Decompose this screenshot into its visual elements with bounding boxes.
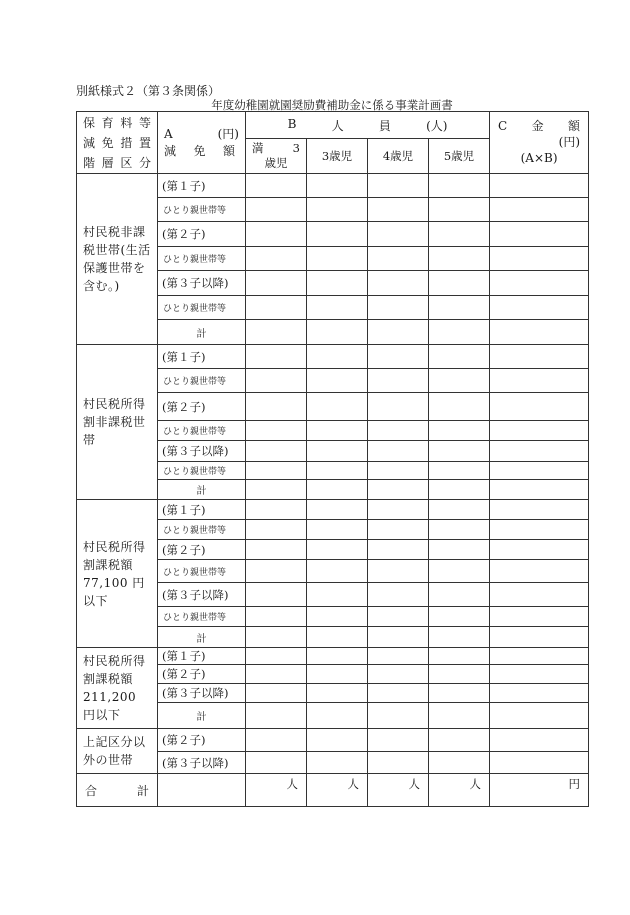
header-age-under3 bbox=[246, 139, 307, 174]
total-label-char: 計 bbox=[136, 783, 149, 798]
form-title: 年度幼稚園就園奨励費補助金に係る事業計画書 bbox=[211, 98, 453, 112]
header-a-reduction bbox=[158, 112, 246, 174]
entry-cell[interactable] bbox=[429, 320, 490, 345]
entry-cell[interactable] bbox=[429, 222, 490, 247]
subtotal-label: 計 bbox=[158, 320, 246, 345]
entry-cell[interactable] bbox=[490, 421, 589, 441]
entry-cell[interactable] bbox=[246, 540, 307, 560]
entry-cell[interactable] bbox=[368, 296, 429, 320]
entry-cell[interactable] bbox=[429, 583, 490, 607]
entry-cell[interactable] bbox=[246, 345, 307, 369]
child-order-label: (第３子以降) bbox=[158, 684, 246, 703]
entry-cell[interactable] bbox=[307, 320, 368, 345]
entry-cell[interactable] bbox=[368, 222, 429, 247]
entry-cell[interactable] bbox=[246, 320, 307, 345]
entry-cell[interactable] bbox=[429, 271, 490, 296]
entry-cell[interactable] bbox=[246, 198, 307, 222]
entry-cell[interactable] bbox=[368, 369, 429, 393]
entry-cell[interactable] bbox=[429, 684, 490, 703]
entry-cell[interactable] bbox=[307, 607, 368, 627]
entry-cell[interactable] bbox=[246, 462, 307, 480]
entry-cell[interactable] bbox=[368, 607, 429, 627]
header-c-part: 金 bbox=[531, 119, 544, 133]
entry-cell[interactable] bbox=[246, 583, 307, 607]
subtotal-label: 計 bbox=[158, 480, 246, 500]
entry-cell[interactable] bbox=[368, 320, 429, 345]
entry-cell[interactable] bbox=[307, 665, 368, 684]
child-order-label: ひとり親世帯等 bbox=[158, 369, 246, 393]
child-order-label: ひとり親世帯等 bbox=[158, 296, 246, 320]
plan-table bbox=[76, 111, 589, 807]
entry-cell[interactable] bbox=[429, 462, 490, 480]
child-order-label: (第２子) bbox=[158, 393, 246, 421]
header-age-3: 3歳児 bbox=[307, 139, 368, 174]
entry-cell[interactable] bbox=[246, 480, 307, 500]
subtotal-label: 計 bbox=[158, 627, 246, 648]
entry-cell[interactable] bbox=[246, 441, 307, 462]
entry-cell[interactable] bbox=[429, 627, 490, 648]
header-age-5: 5歳児 bbox=[429, 139, 490, 174]
header-category-line: 減免措置 bbox=[83, 135, 151, 150]
entry-cell[interactable] bbox=[307, 441, 368, 462]
entry-cell[interactable] bbox=[307, 222, 368, 247]
entry-cell[interactable] bbox=[307, 703, 368, 729]
header-a-letter: A bbox=[164, 126, 173, 141]
entry-cell[interactable] bbox=[307, 729, 368, 752]
entry-cell[interactable] bbox=[246, 665, 307, 684]
entry-cell[interactable] bbox=[246, 247, 307, 271]
entry-cell[interactable] bbox=[490, 320, 589, 345]
entry-cell[interactable] bbox=[490, 500, 589, 520]
entry-cell[interactable] bbox=[368, 271, 429, 296]
table-row bbox=[77, 729, 589, 752]
table-row bbox=[77, 174, 589, 198]
entry-cell[interactable] bbox=[246, 520, 307, 540]
header-row-1 bbox=[77, 112, 589, 139]
entry-cell[interactable] bbox=[246, 703, 307, 729]
header-b-persons bbox=[246, 112, 490, 139]
category-cell: 村民税所得割課税額77,100 円以下 bbox=[77, 500, 158, 648]
entry-cell[interactable] bbox=[368, 560, 429, 583]
entry-cell[interactable] bbox=[246, 627, 307, 648]
entry-cell[interactable] bbox=[490, 540, 589, 560]
entry-cell[interactable] bbox=[368, 421, 429, 441]
entry-cell[interactable] bbox=[490, 462, 589, 480]
entry-cell[interactable] bbox=[429, 607, 490, 627]
entry-cell[interactable] bbox=[429, 560, 490, 583]
entry-cell[interactable] bbox=[429, 198, 490, 222]
entry-cell[interactable] bbox=[246, 222, 307, 247]
child-order-label: ひとり親世帯等 bbox=[158, 421, 246, 441]
entry-cell[interactable] bbox=[246, 648, 307, 665]
entry-cell[interactable] bbox=[307, 462, 368, 480]
entry-cell[interactable] bbox=[307, 421, 368, 441]
category-cell: 村民税所得割課税額211,200 円以下 bbox=[77, 648, 158, 729]
entry-cell[interactable] bbox=[429, 752, 490, 774]
child-order-label: (第３子以降) bbox=[158, 583, 246, 607]
table-row bbox=[77, 500, 589, 520]
entry-cell[interactable] bbox=[429, 665, 490, 684]
total-amount-cell[interactable]: 円 bbox=[490, 774, 589, 807]
header-age-4: 4歳児 bbox=[368, 139, 429, 174]
entry-cell[interactable] bbox=[490, 369, 589, 393]
form-label: 別紙様式２（第３条関係） bbox=[76, 84, 221, 98]
total-label-char: 合 bbox=[85, 783, 98, 798]
entry-cell[interactable] bbox=[490, 520, 589, 540]
entry-cell[interactable] bbox=[307, 627, 368, 648]
entry-cell[interactable] bbox=[490, 560, 589, 583]
entry-cell[interactable] bbox=[429, 729, 490, 752]
header-b-part: B bbox=[287, 116, 297, 131]
child-order-label: ひとり親世帯等 bbox=[158, 247, 246, 271]
header-category-line: 階層区分 bbox=[83, 155, 151, 170]
entry-cell[interactable] bbox=[307, 560, 368, 583]
entry-cell[interactable] bbox=[429, 540, 490, 560]
entry-cell[interactable] bbox=[307, 648, 368, 665]
entry-cell[interactable] bbox=[307, 752, 368, 774]
total-people-cell[interactable]: 人 bbox=[246, 774, 307, 807]
total-people-cell[interactable]: 人 bbox=[429, 774, 490, 807]
header-b-part: (人) bbox=[426, 118, 448, 133]
header-a-char: 額 bbox=[222, 143, 235, 158]
entry-cell[interactable] bbox=[490, 441, 589, 462]
child-order-label: ひとり親世帯等 bbox=[158, 560, 246, 583]
category-cell: 上記区分以外の世帯 bbox=[77, 729, 158, 774]
entry-cell[interactable] bbox=[429, 296, 490, 320]
entry-cell[interactable] bbox=[368, 540, 429, 560]
header-c-formula: (A×B) bbox=[520, 151, 558, 165]
entry-cell[interactable] bbox=[490, 247, 589, 271]
entry-cell[interactable] bbox=[490, 648, 589, 665]
header-c-amount bbox=[490, 112, 589, 174]
entry-cell[interactable] bbox=[490, 752, 589, 774]
entry-cell[interactable] bbox=[368, 627, 429, 648]
child-order-label: (第３子以降) bbox=[158, 271, 246, 296]
entry-cell[interactable] bbox=[307, 480, 368, 500]
header-c-part: 額 bbox=[568, 119, 581, 133]
entry-cell[interactable] bbox=[307, 271, 368, 296]
entry-cell[interactable] bbox=[307, 247, 368, 271]
child-order-label: ひとり親世帯等 bbox=[158, 520, 246, 540]
entry-cell[interactable] bbox=[307, 520, 368, 540]
entry-cell[interactable] bbox=[368, 752, 429, 774]
entry-cell[interactable] bbox=[429, 345, 490, 369]
entry-cell[interactable] bbox=[246, 369, 307, 393]
entry-cell[interactable] bbox=[307, 540, 368, 560]
header-category bbox=[77, 112, 158, 174]
entry-cell[interactable] bbox=[307, 369, 368, 393]
entry-cell[interactable] bbox=[307, 296, 368, 320]
entry-cell[interactable] bbox=[490, 627, 589, 648]
child-order-label: (第１子) bbox=[158, 345, 246, 369]
total-people-cell[interactable]: 人 bbox=[307, 774, 368, 807]
child-order-label: ひとり親世帯等 bbox=[158, 462, 246, 480]
entry-cell[interactable] bbox=[368, 462, 429, 480]
entry-cell[interactable] bbox=[246, 296, 307, 320]
category-cell: 村民税非課税世帯(生活保護世帯を含む。) bbox=[77, 174, 158, 345]
entry-cell[interactable] bbox=[307, 500, 368, 520]
entry-cell[interactable] bbox=[429, 174, 490, 198]
entry-cell[interactable] bbox=[490, 607, 589, 627]
total-reduction-cell[interactable] bbox=[158, 774, 246, 807]
entry-cell[interactable] bbox=[246, 421, 307, 441]
header-category-line: 保育料等 bbox=[83, 115, 151, 130]
entry-cell[interactable] bbox=[429, 247, 490, 271]
entry-cell[interactable] bbox=[368, 520, 429, 540]
entry-cell[interactable] bbox=[429, 393, 490, 421]
header-age-part: 満 bbox=[252, 141, 264, 155]
entry-cell[interactable] bbox=[307, 198, 368, 222]
total-people-cell[interactable]: 人 bbox=[368, 774, 429, 807]
entry-cell[interactable] bbox=[368, 198, 429, 222]
entry-cell[interactable] bbox=[307, 583, 368, 607]
header-age-part: 歳児 bbox=[264, 156, 288, 170]
entry-cell[interactable] bbox=[490, 174, 589, 198]
entry-cell[interactable] bbox=[429, 703, 490, 729]
entry-cell[interactable] bbox=[429, 648, 490, 665]
child-order-label: (第２子) bbox=[158, 665, 246, 684]
entry-cell[interactable] bbox=[490, 703, 589, 729]
entry-cell[interactable] bbox=[368, 500, 429, 520]
header-age-part: 3 bbox=[292, 141, 300, 155]
entry-cell[interactable] bbox=[429, 480, 490, 500]
entry-cell[interactable] bbox=[490, 583, 589, 607]
entry-cell[interactable] bbox=[246, 500, 307, 520]
entry-cell[interactable] bbox=[368, 393, 429, 421]
child-order-label: (第２子) bbox=[158, 222, 246, 247]
entry-cell[interactable] bbox=[490, 198, 589, 222]
entry-cell[interactable] bbox=[246, 271, 307, 296]
entry-cell[interactable] bbox=[368, 684, 429, 703]
child-order-label: (第２子) bbox=[158, 729, 246, 752]
entry-cell[interactable] bbox=[490, 729, 589, 752]
entry-cell[interactable] bbox=[246, 607, 307, 627]
entry-cell[interactable] bbox=[490, 665, 589, 684]
child-order-label: (第２子) bbox=[158, 540, 246, 560]
header-b-part: 員 bbox=[378, 118, 391, 133]
entry-cell[interactable] bbox=[490, 684, 589, 703]
header-c-part: C bbox=[498, 119, 508, 133]
entry-cell[interactable] bbox=[490, 271, 589, 296]
category-cell: 村民税所得割非課税世帯 bbox=[77, 345, 158, 500]
child-order-label: (第１子) bbox=[158, 500, 246, 520]
header-a-unit: (円) bbox=[217, 126, 239, 141]
header-a-char: 減 bbox=[164, 143, 177, 158]
child-order-label: (第１子) bbox=[158, 174, 246, 198]
entry-cell[interactable] bbox=[429, 520, 490, 540]
entry-cell[interactable] bbox=[307, 345, 368, 369]
entry-cell[interactable] bbox=[429, 369, 490, 393]
entry-cell[interactable] bbox=[368, 583, 429, 607]
entry-cell[interactable] bbox=[429, 441, 490, 462]
child-order-label: (第１子) bbox=[158, 648, 246, 665]
table-row bbox=[77, 648, 589, 665]
entry-cell[interactable] bbox=[246, 174, 307, 198]
entry-cell[interactable] bbox=[490, 393, 589, 421]
header-b-part: 人 bbox=[331, 118, 344, 133]
entry-cell[interactable] bbox=[368, 247, 429, 271]
entry-cell[interactable] bbox=[307, 174, 368, 198]
entry-cell[interactable] bbox=[368, 729, 429, 752]
entry-cell[interactable] bbox=[368, 665, 429, 684]
entry-cell[interactable] bbox=[429, 500, 490, 520]
total-label bbox=[77, 774, 158, 807]
entry-cell[interactable] bbox=[368, 174, 429, 198]
entry-cell[interactable] bbox=[490, 296, 589, 320]
entry-cell[interactable] bbox=[246, 684, 307, 703]
entry-cell[interactable] bbox=[368, 648, 429, 665]
entry-cell[interactable] bbox=[307, 684, 368, 703]
table-row bbox=[77, 345, 589, 369]
entry-cell[interactable] bbox=[246, 752, 307, 774]
entry-cell[interactable] bbox=[246, 729, 307, 752]
entry-cell[interactable] bbox=[429, 421, 490, 441]
entry-cell[interactable] bbox=[490, 345, 589, 369]
header-c-unit: (円) bbox=[558, 135, 581, 149]
entry-cell[interactable] bbox=[246, 393, 307, 421]
entry-cell[interactable] bbox=[490, 222, 589, 247]
child-order-label: ひとり親世帯等 bbox=[158, 198, 246, 222]
entry-cell[interactable] bbox=[490, 480, 589, 500]
entry-cell[interactable] bbox=[368, 480, 429, 500]
entry-cell[interactable] bbox=[368, 703, 429, 729]
subtotal-label: 計 bbox=[158, 703, 246, 729]
child-order-label: ひとり親世帯等 bbox=[158, 607, 246, 627]
entry-cell[interactable] bbox=[368, 345, 429, 369]
child-order-label: (第３子以降) bbox=[158, 441, 246, 462]
entry-cell[interactable] bbox=[246, 560, 307, 583]
entry-cell[interactable] bbox=[307, 393, 368, 421]
child-order-label: (第３子以降) bbox=[158, 752, 246, 774]
header-a-char: 免 bbox=[193, 143, 206, 158]
entry-cell[interactable] bbox=[368, 441, 429, 462]
total-row bbox=[77, 774, 589, 807]
